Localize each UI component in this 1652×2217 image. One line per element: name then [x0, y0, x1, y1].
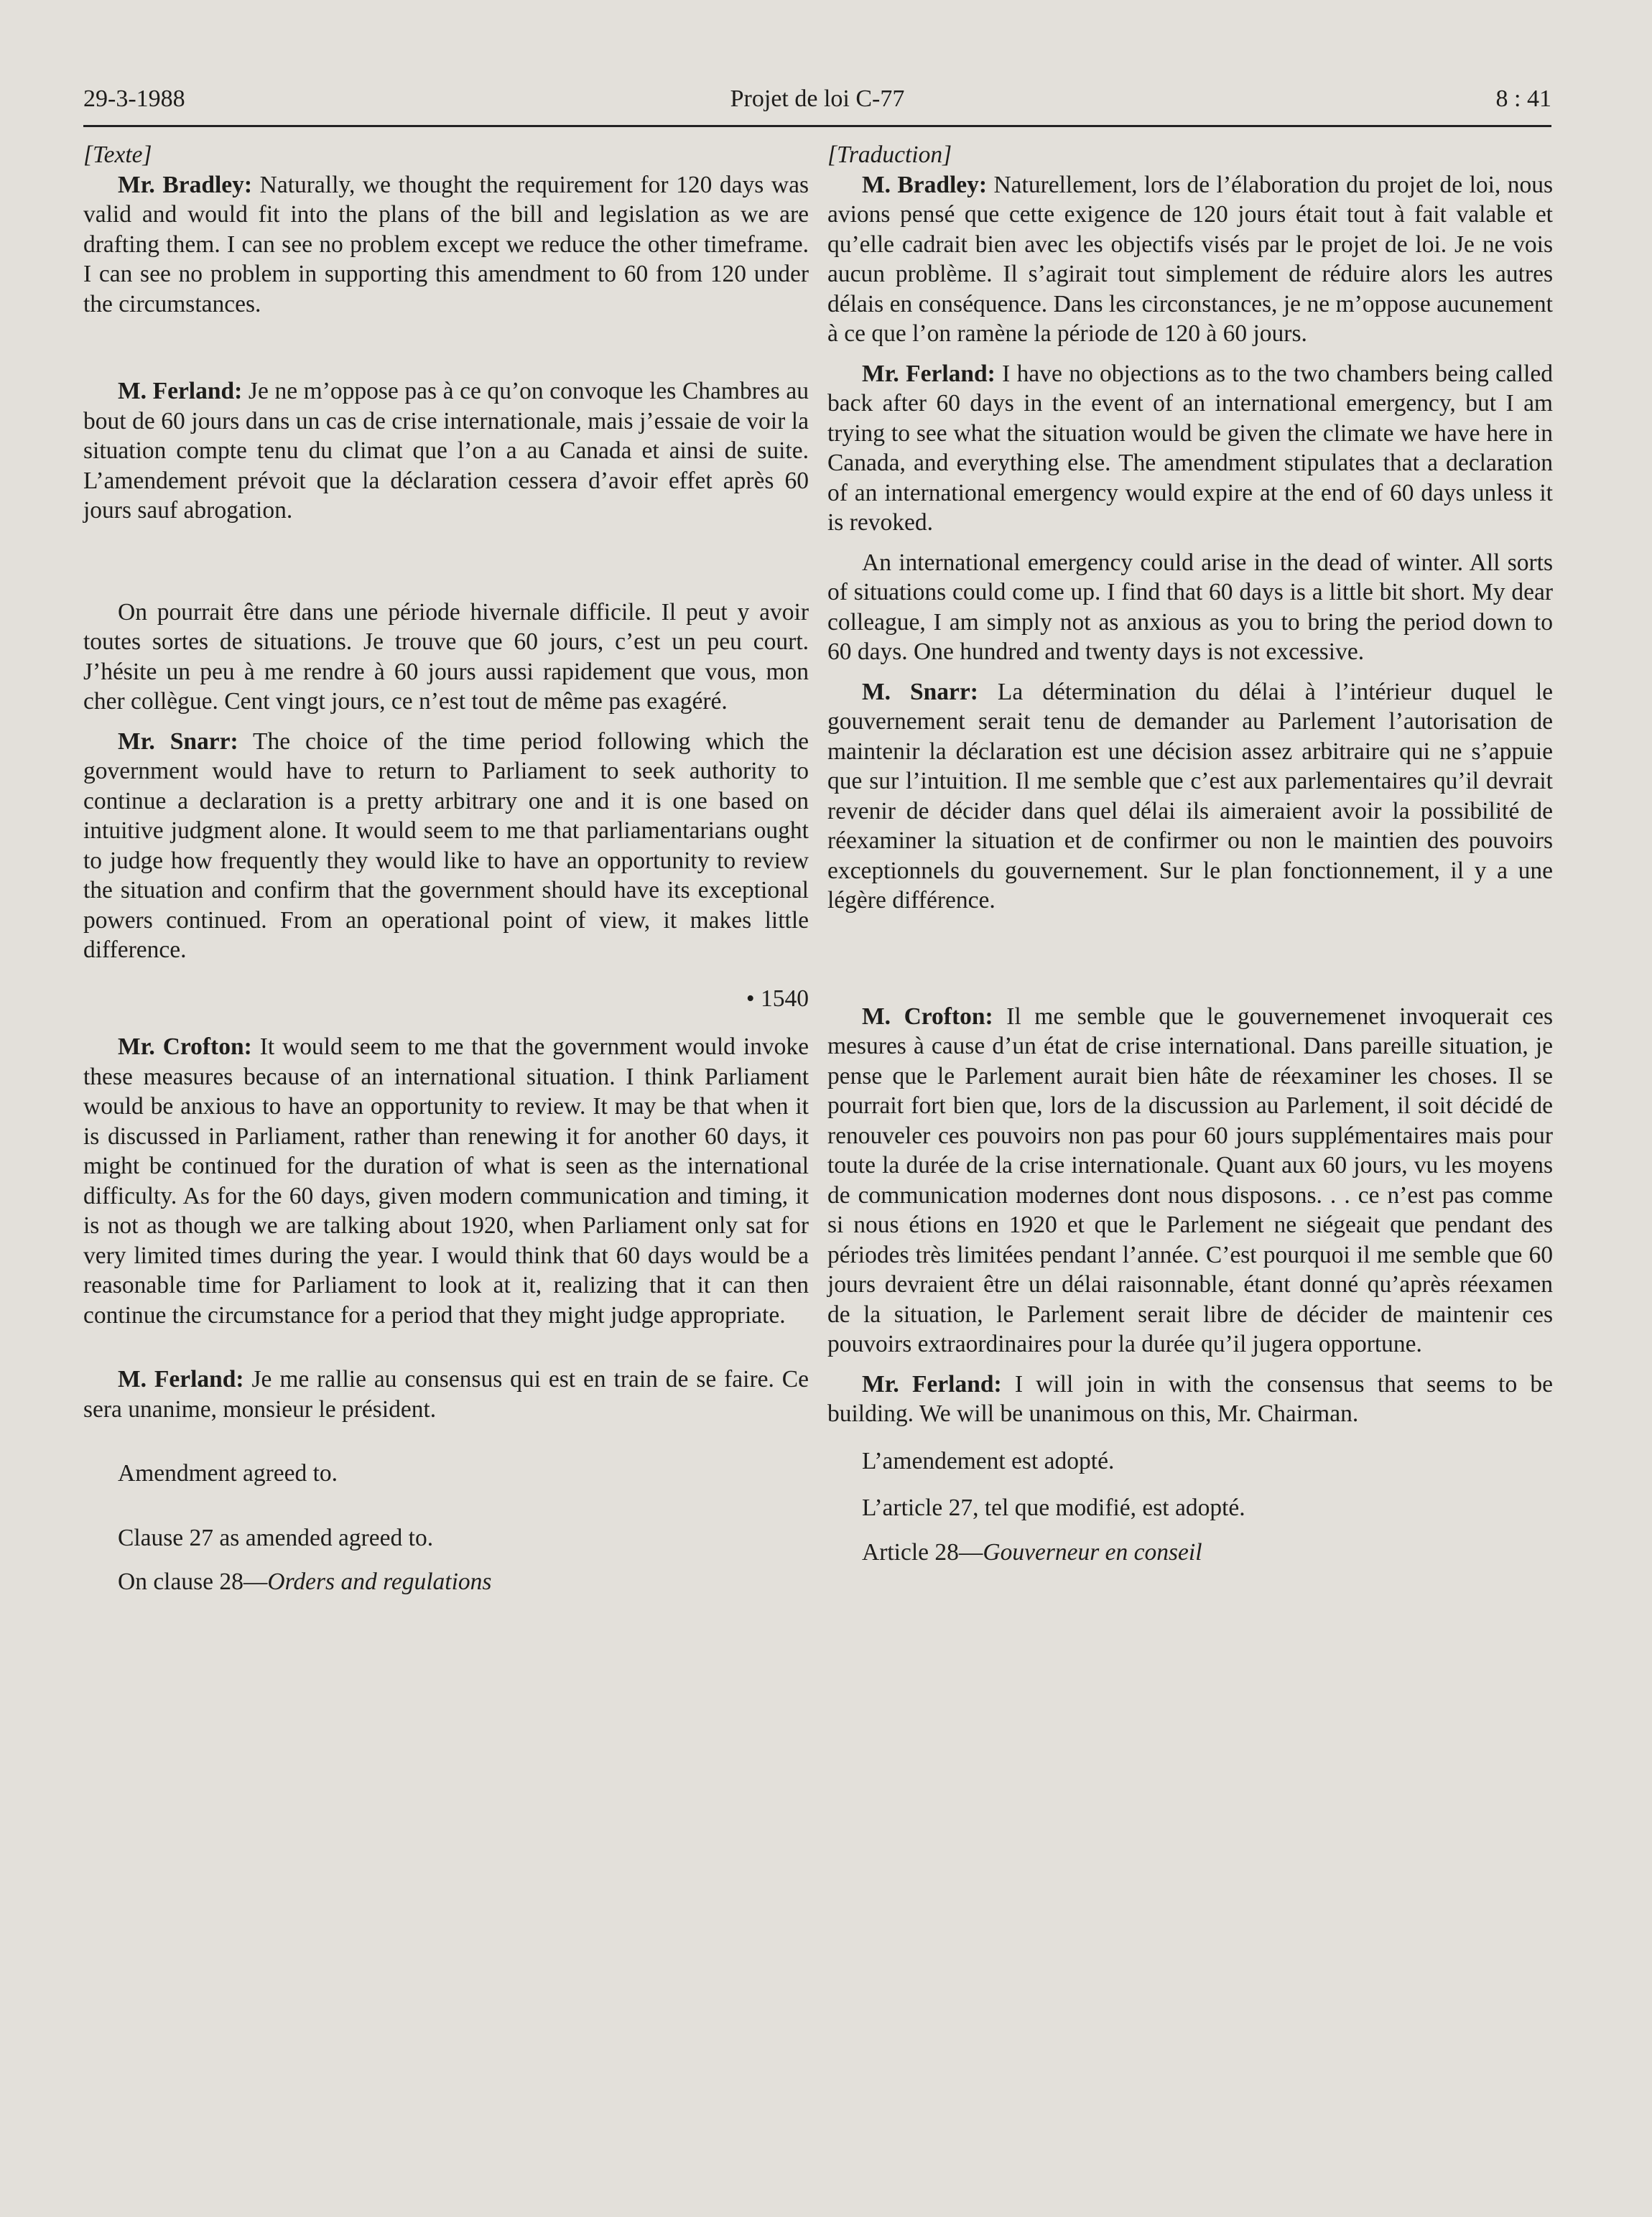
motion-result: L’amendement est adopté.: [862, 1447, 1115, 1474]
paragraph-text: The choice of the time period following which the government would have to return to Parliament to seek authority to continue a declaration is a pretty arbitrary one and it is one based on intuitive judgment alone. It would seem to me that parliamentarians ought to judge how frequently they would like to have an opportunity to review the situation and confirm that the government should have its exceptional powers continued. From an operational point of view, it makes little difference.: [83, 728, 809, 963]
speaker-name: Mr. Snarr:: [118, 728, 238, 755]
speaker-name: M. Bradley:: [862, 171, 988, 198]
paragraph-bradley: [83, 170, 809, 320]
clause-result: Clause 27 as amended agreed to.: [118, 1524, 434, 1551]
text-tag: [Texte]: [83, 141, 152, 168]
paragraph-snarr: [827, 677, 1553, 916]
timestamp: • 1540: [746, 985, 809, 1012]
paragraph-bradley: [827, 170, 1553, 349]
clause-heading: Article 28—Gouverneur en conseil: [862, 1538, 1202, 1566]
paragraph-ferland-cont: An international emergency could arise in the dead of winter. All sorts of situations could come up. I find that 60 days is a little bit short. My dear colleague, I am simply not as anxious as you to bring the period down to 60 days. One hundred and twenty days is not excessive.: [827, 549, 1553, 665]
paragraph-crofton: [83, 1032, 809, 1330]
paragraph-crofton: [827, 1002, 1553, 1360]
speaker-name: Mr. Bradley:: [118, 171, 253, 198]
speaker-name: Mr. Crofton:: [118, 1033, 252, 1060]
speaker-name: Mr. Ferland:: [862, 1370, 1002, 1398]
speaker-name: M. Ferland:: [118, 1366, 244, 1393]
paragraph-text: Il me semble que le gouvernemenet invoquerait ces mesures à cause d’un état de crise international. Dans pareille situation, je pense que le Parlement aurait bien hâte de réexaminer les choses. Il se pourrait fort bien que, lors de la discussion au Parlement, il soit décidé de renouveler ces pouvoirs non pas pour 60 jours supplémentaires mais pour toute la durée de la crise internationale. Quant aux 60 jours, vu les moyens de communication modernes dont nous disposons. . . ce n’est pas comme si nous étions en 1920 et que le Parlement ne siégeait que pendant des périodes très limitées pendant l’année. C’est pourquoi il me semble que 60 jours devraient être un délai raisonnable, étant donné qu’après réexamen de la situation, le Parlement serait libre de décider de maintenir ces pouvoirs extraordinaires pour la durée qu’il jugera opportune.: [827, 1003, 1553, 1357]
header-page-number: 8 : 41: [1495, 85, 1551, 112]
paragraph-text: Je me rallie au consensus qui est en train de se faire. Ce sera unanime, monsieur le président.: [83, 1366, 809, 1423]
paragraph-text: It would seem to me that the government would invoke these measures because of an international situation. I think Parliament would be anxious to have an opportunity to review. It may be that when it is discussed in Parliament, rather than renewing it for another 60 days, it might be continued for the duration of what is seen as the international difficulty. As for the 60 days, given modern communication and timing, it is not as though we are talking about 1920, when Parliament only sat for very limited times during the year. I would think that 60 days would be a reasonable time for Parliament to look at it, realizing that it can then continue the circumstance for a period that they might judge appropriate.: [83, 1033, 809, 1329]
paragraph-text: I have no objections as to the two chambers being called back after 60 days in the event of an international emergency, but I am trying to see what the situation would be given the climate we have here in Canada, and everything else. The amendment stipulates that a declaration of an international emergency would expire at the end of 60 days unless it is revoked.: [827, 360, 1554, 536]
header-title: Projet de loi C-77: [730, 85, 905, 112]
clause-result: L’article 27, tel que modifié, est adopté.: [862, 1495, 1245, 1521]
paragraph-text: La détermination du délai à l’intérieur duquel le gouvernement serait tenu de demander au Parlement l’autorisation de maintenir la déclaration est une décision assez arbitraire qui ne s’appuie que sur l’intuition. Il me semble que c’est aux parlementaires qu’il devrait revenir de décider dans quel délai ils aimeraient avoir la possibilité de réexaminer la situation et de confirmer ou non le maintien des pouvoirs exceptionnels du gouvernement. Sur le plan fonctionnement, il y a une légère différence.: [827, 678, 1554, 914]
right-column: [827, 140, 1553, 1567]
translation-tag: [Traduction]: [827, 141, 952, 168]
paragraph-text: Naturally, we thought the requirement for 120 days was valid and would fit into the plans of the bill and legislation as we are drafting them. I can see no problem except we reduce the other timeframe. I can see no problem in supporting this amendment to 60 from 120 under the circumstances.: [83, 171, 809, 317]
paragraph-ferland: [827, 359, 1553, 538]
motion-result: Amendment agreed to.: [118, 1460, 338, 1487]
page-header: [83, 80, 1551, 127]
paragraph-text: Je ne m’oppose pas à ce qu’on convoque les Chambres au bout de 60 jours dans un cas de crise internationale, mais j’essaie de voir la situation compte tenu du climat que l’on a au Canada et ainsi de suite. L’amendement prévoit que la déclaration cessera d’avoir effet après 60 jours sauf abrogation.: [83, 378, 809, 524]
paragraph-ferland: [83, 376, 809, 526]
paragraph-ferland-cont: On pourrait être dans une période hivernale difficile. Il peut y avoir toutes sortes de situations. Je trouve que 60 jours, c’est un peu court. J’hésite un peu à me rendre à 60 jours aussi rapidement que vous, mon cher collègue. Cent vingt jours, ce n’est tout de même pas exagéré.: [83, 598, 809, 715]
header-date: 29-3-1988: [83, 85, 185, 112]
speaker-name: M. Ferland:: [118, 378, 243, 404]
paragraph-ferland-2: [83, 1365, 809, 1424]
paragraph-ferland-2: [827, 1370, 1553, 1429]
paragraph-snarr: [83, 727, 809, 965]
clause-heading: On clause 28—Orders and regulations: [118, 1568, 492, 1595]
speaker-name: M. Crofton:: [862, 1003, 993, 1030]
paragraph-text: I will join in with the consensus that seems to be building. We will be unanimous on this, Mr. Chairman.: [827, 1370, 1554, 1427]
speaker-name: M. Snarr:: [862, 678, 978, 705]
paragraph-text: Naturellement, lors de l’élaboration du projet de loi, nous avions pensé que cette exigence de 120 jours était tout à fait valable et qu’elle cadrait bien avec les objectifs visés par le projet de loi. Je ne vois aucun problème. Il s’agirait tout simplement de réduire alors les autres délais en conséquence. Dans les circonstances, je ne m’oppose aucunement à ce que l’on ramène la période de 120 à 60 jours.: [827, 171, 1553, 347]
speaker-name: Mr. Ferland:: [862, 360, 996, 387]
left-column: [83, 140, 809, 1597]
